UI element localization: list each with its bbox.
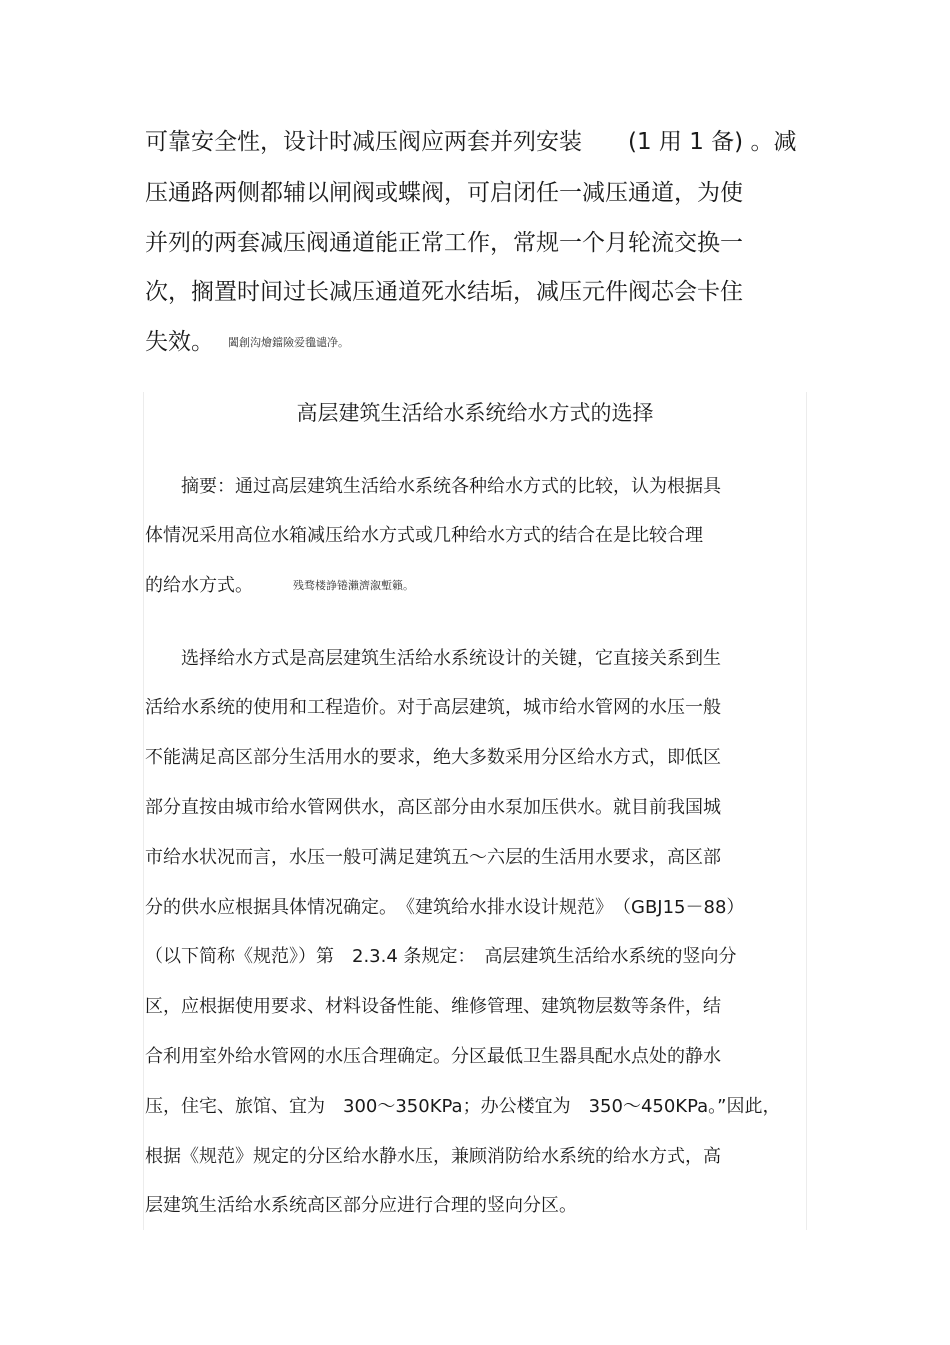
- abstract-tail-note: 残骛楼諍锩瀨濟溆塹籟。: [293, 579, 414, 592]
- body-line-7: （以下简称《规范》）第 2.3.4 条规定： 高层建筑生活给水系统的竖向分: [145, 946, 737, 967]
- intro-line-5: [145, 327, 349, 358]
- body-line-12: 层建筑生活给水系统高区部分应进行合理的竖向分区。: [145, 1195, 577, 1216]
- body-line-2: 活给水系统的使用和工程造价。对于高层建筑，城市给水管网的水压一般: [145, 697, 721, 718]
- article-title: 高层建筑生活给水系统给水方式的选择: [296, 401, 654, 425]
- abstract-line-2: 体情况采用高位水箱减压给水方式或几种给水方式的结合在是比较合理: [145, 525, 703, 546]
- body-line-10: 压，住宅、旅馆、宜为 300～350KPa；办公楼宜为 350～450KPa。”因此，: [145, 1096, 781, 1117]
- body-line-6: 分的供水应根据具体情况确定。 《建筑给水排水设计规范》 （GBJ15－88）: [145, 897, 745, 918]
- abstract-line-3: [145, 573, 414, 599]
- body-line-1: 选择给水方式是高层建筑生活给水系统设计的关键，它直接关系到生: [181, 648, 721, 669]
- body-line-5: 市给水状况而言，水压一般可满足建筑五～六层的生活用水要求，高区部: [145, 847, 721, 868]
- abstract-line-1: 摘要：通过高层建筑生活给水系统各种给水方式的比较，认为根据具: [181, 476, 721, 497]
- body-line-8: 区，应根据使用要求、材料设备性能、维修管理、建筑物层数等条件，结: [145, 996, 721, 1017]
- body-line-9: 合利用室外给水管网的水压合理确定。分区最低卫生器具配水点处的静水: [145, 1046, 721, 1067]
- abstract-line-3-text: 的给水方式。: [145, 575, 253, 596]
- body-line-3: 不能满足高区部分生活用水的要求，绝大多数采用分区给水方式，即低区: [145, 747, 721, 768]
- body-line-4: 部分直按由城市给水管网供水，高区部分由水泵加压供水。就目前我国城: [145, 797, 721, 818]
- intro-tail-note: 闔創沟燴鐺險爱氇谴净。: [228, 335, 349, 349]
- intro-line-4: 次，搁置时间过长减压通道死水结垢，减压元件阀芯会卡住: [145, 279, 743, 305]
- intro-line-2: 压通路两侧都辅以闸阀或蝶阀，可启闭任一减压通道，为使: [145, 180, 743, 206]
- body-line-11: 根据《规范》规定的分区给水静水压，兼顾消防给水系统的给水方式，高: [145, 1146, 721, 1167]
- intro-line-3: 并列的两套减压阀通道能正常工作，常规一个月轮流交换一: [145, 230, 743, 256]
- intro-line-1: 可靠安全性，设计时减压阀应两套并列安装 (1 用 1 备) 。减: [145, 129, 797, 155]
- intro-line-5-text: 失效。: [145, 329, 214, 355]
